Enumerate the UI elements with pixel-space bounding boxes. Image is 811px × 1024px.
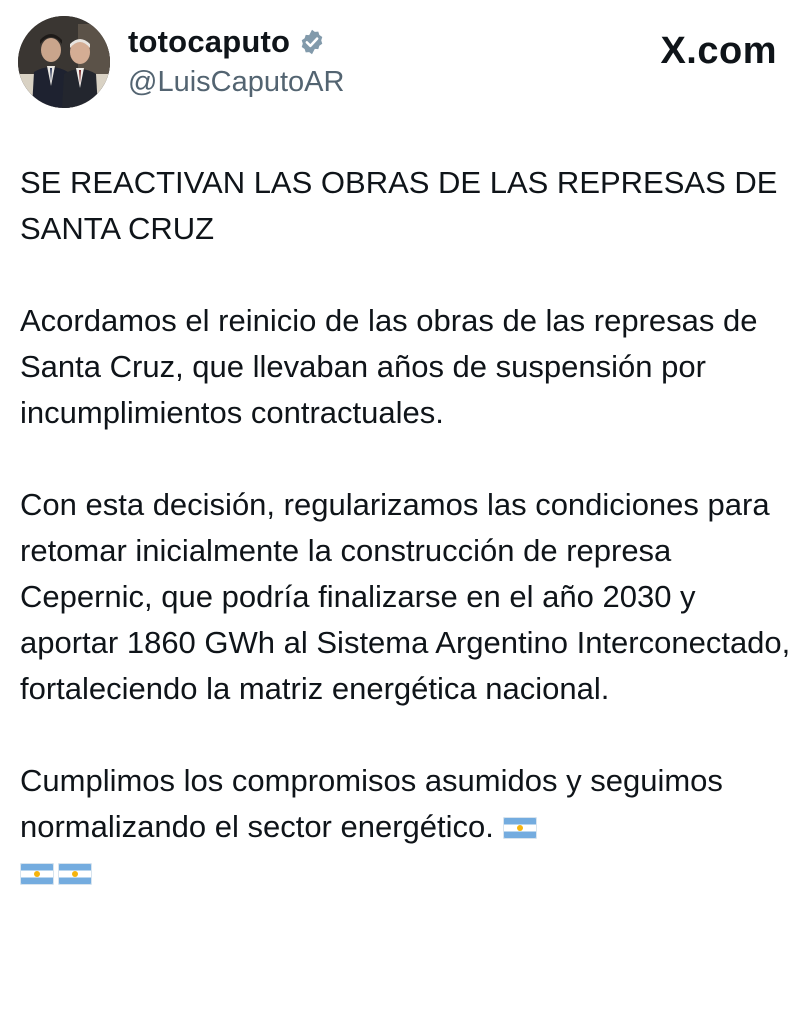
post-paragraph-text: Cumplimos los compromisos asumidos y seguimos normalizando el sector energético. <box>20 763 723 844</box>
display-name-row <box>128 22 344 62</box>
argentina-flag-icon <box>58 863 92 885</box>
post-paragraph: Con esta decisión, regularizamos las condiciones para retomar inicialmente la construcción de represa Cepernic, que podría finalizarse en el año 2030 y aportar 1860 GWh al Sistema Argentino Interconectado, fortaleciendo la matriz energética nacional. <box>20 487 791 706</box>
post-title: SE REACTIVAN LAS OBRAS DE LAS REPRESAS DE SANTA CRUZ <box>20 165 778 246</box>
display-name[interactable]: totocaputo <box>128 24 291 59</box>
post-paragraph-last <box>20 758 795 896</box>
post-header <box>0 0 811 120</box>
post-body <box>20 160 795 942</box>
site-logo <box>660 30 777 73</box>
verified-badge-icon <box>298 28 326 56</box>
post-paragraph: Acordamos el reinicio de las obras de las represas de Santa Cruz, que llevaban años de suspensión por incumplimientos contractuales. <box>20 303 758 430</box>
author-names <box>128 22 344 99</box>
argentina-flag-icon <box>20 863 54 885</box>
site-label: X.com <box>660 30 777 72</box>
argentina-flag-icon <box>503 817 537 839</box>
avatar-photo <box>18 16 110 108</box>
user-handle[interactable]: @LuisCaputoAR <box>128 66 345 98</box>
avatar[interactable] <box>18 16 110 108</box>
flag-emoji-line <box>20 850 795 896</box>
